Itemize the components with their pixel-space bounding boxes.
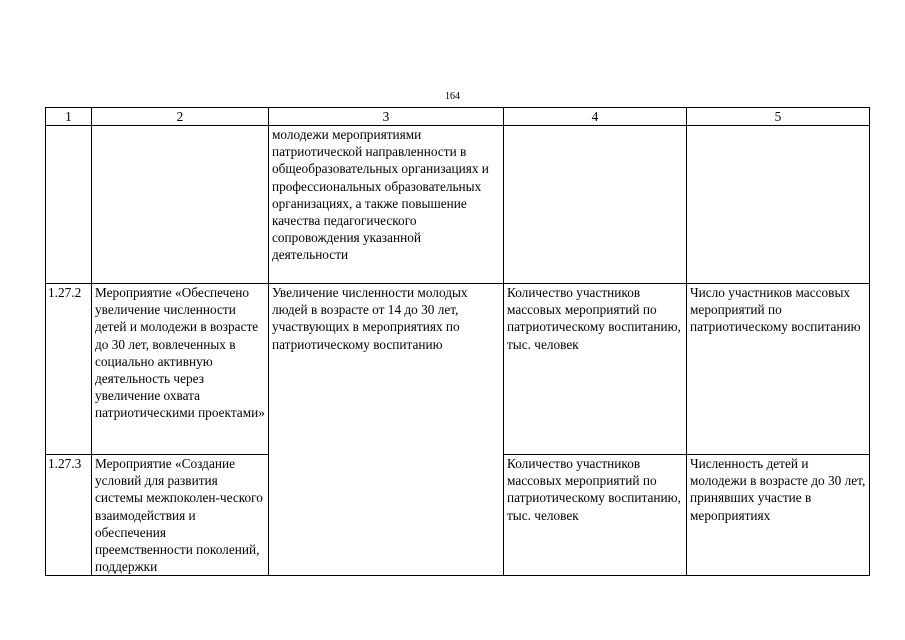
table-row <box>46 284 870 455</box>
row-number: 1.27.3 <box>46 455 92 576</box>
empty-cell <box>687 126 870 284</box>
column-header-1: 1 <box>46 108 92 126</box>
column-header-5: 5 <box>687 108 870 126</box>
measure-cell: Количество участников массовых мероприятий по патриотическому воспитанию, тыс. человек <box>504 455 687 576</box>
column-header-2: 2 <box>92 108 269 126</box>
definition-cell: Число участников массовых мероприятий по патриотическому воспитанию <box>687 284 870 455</box>
empty-cell <box>92 126 269 284</box>
table-header-row <box>46 108 870 126</box>
empty-cell <box>504 126 687 284</box>
empty-cell <box>46 126 92 284</box>
event-cell: Мероприятие «Обеспечено увеличение численности детей и молодежи в возрасте до 30 лет, вовлеченных в социально активную деятельность через увеличение охвата патриотическими проектами» <box>92 284 269 455</box>
column-header-4: 4 <box>504 108 687 126</box>
indicators-table <box>45 107 870 576</box>
row-number: 1.27.2 <box>46 284 92 455</box>
column-header-3: 3 <box>269 108 504 126</box>
continuation-text-cell: молодежи мероприятиями патриотической направленности в общеобразовательных организациях и профессиональных образовательных организациях, а также повышение качества педагогического сопровождения указанной деятельности <box>269 126 504 284</box>
page-number: 164 <box>445 91 460 102</box>
table-row-continuation <box>46 126 870 284</box>
event-cell: Мероприятие «Создание условий для развития системы межпоколен-ческого взаимодействия и обеспечения преемственности поколений, поддержки <box>92 455 269 576</box>
definition-cell: Численность детей и молодежи в возрасте до 30 лет, принявших участие в мероприятиях <box>687 455 870 576</box>
indicator-cell: Увеличение численности молодых людей в возрасте от 14 до 30 лет, участвующих в мероприятиях по патриотическому воспитанию <box>269 284 504 576</box>
measure-cell: Количество участников массовых мероприятий по патриотическому воспитанию, тыс. человек <box>504 284 687 455</box>
